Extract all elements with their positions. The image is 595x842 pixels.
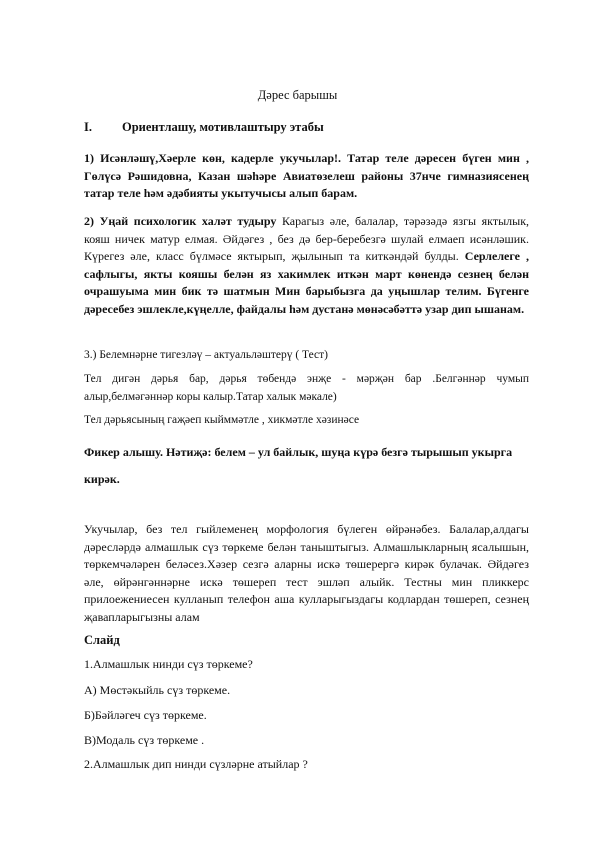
discussion-conclusion: Фикер алышу. Нәтиҗә: белем – ул байлык, шуңа күрә безгә тырышып укырга кирәк. xyxy=(84,445,513,486)
students-paragraph: Укучылар, без тел гыйлеменең морфология бүлеген өйрәнәбез. Балалар,алдагы дәресләрдә алмашлык сүз төркеме белән таныштыгыз. Алмашлыкларның ясалышын, төркемчәләрен беләсез.Хәзер сезгә аларны искә төшерергә кирәк булачак. Әйдәгез әле, өйрәнгәннәрне искә төшереп тест эшләп алыйк. Тестны мин пликкерс прилоежениесен кулланып телефон аша кулларыгыздагы кодлардан төшереп, сезнең җавапларыгызны алам xyxy=(84,522,529,624)
psychology-body: Карагыз әле, балалар, тәрәзәдә язгы яктылык, кояш ничек матур елмая. Әйдәгез , без дә бер-беребезгә шулай елмаеп исәнләшик. Күрегез әле, класс бүлмәсе яктырып, җылынып та киткәндәй булды. xyxy=(84,214,530,263)
question-1: 1.Алмашлык нинди сүз төркеме? xyxy=(84,657,253,671)
answer-option-c: В)Модаль сүз төркеме . xyxy=(84,733,205,747)
language-sea-line: Тел дәрьясының гаҗәеп кыйммәтле , хикмәтле хәзинәсе xyxy=(84,414,360,426)
knowledge-check-heading: 3.) Белемнәрне тигезләү – актуальләштерү ( Тест) xyxy=(84,349,328,361)
lesson-title: Дәрес барышы xyxy=(257,88,338,102)
section-number: I. xyxy=(84,120,92,134)
psychology-paragraph xyxy=(84,213,529,318)
psychology-conclusion: Серлелеге , сафлыгы, якты кояшы белән яз хакимлек иткән март көнендә сезнең белән очрашуыма мин бик тә шатмын Мин барыбызга да уңышлар телим. Бүгенге дәресебез эшлекле,күңелле, файдалы һәм дустанә мөнәсәбәттә узар дип ышанам. xyxy=(84,249,529,316)
answer-option-a: А) Мөстәкыйль сүз төркеме. xyxy=(84,683,231,697)
greeting-paragraph: 1) Исәнләшү,Хәерле көн, кадерле укучылар!. Татар теле дәресен бүген мин , Гөлүсә Рәшидовна, Казан шәһәре Авиатөзелеш районы 37нче гимназиясенең татар теле һәм әдәбияты укытучысы алып барам. xyxy=(84,151,529,200)
psychology-heading: 2) Уңай психологик халәт тудыру xyxy=(84,214,277,228)
proverb-paragraph: Тел дигән дәрья бар, дәрья төбендә энҗе - мәрҗән бар .Белгәннәр чумып алыр,белмәгәннәр коры калыр.Татар халык мәкале) xyxy=(84,373,529,403)
question-2: 2.Алмашлык дип нинди сүзләрне атыйлар ? xyxy=(84,757,308,771)
slide-label: Слайд xyxy=(84,633,120,647)
answer-option-b: Б)Бәйләгеч сүз төркеме. xyxy=(84,708,207,722)
section-title: Ориентлашу, мотивлаштыру этабы xyxy=(122,120,324,134)
